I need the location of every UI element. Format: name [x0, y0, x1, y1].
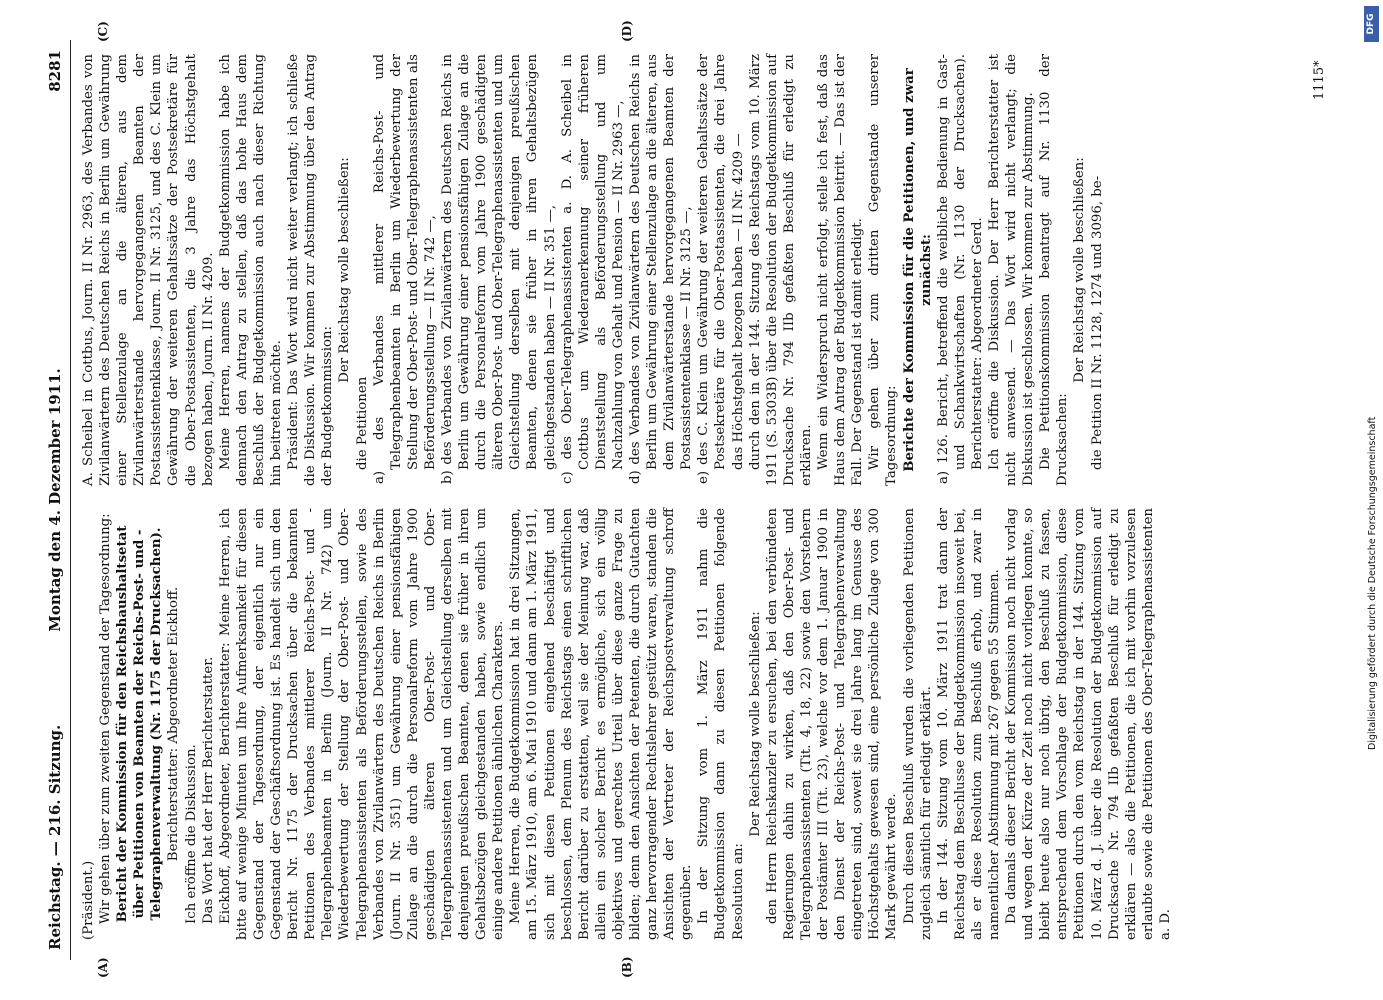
resolution-text: den Herrn Reichskanzler zu ersuchen, bei den verbündeten Regierungen dahin zu wirken, daß den Ober-Post- und Telegraphenassistenten (Tit. 4, 18, 22) sowie den Vorstehern der Postämter III (Tit. 23), welche vor dem 1. Januar 1900 in den Dienst der Reichs-Post- und Telegraphenverwaltung eingetreten sind, soweit sie drei Jahre lang im Genusse des Höchstgehalts gewesen sind, eine persönliche Zulage von 300 Mark gewährt werde.	[764, 508, 900, 940]
list-item: a) des Verbandes mittlerer Reichs-Post- und Telegraphenbeamten in Berlin um Wiederbewertung der Stellung der Ober-Post- und Ober-Telegraphenassistenten als Beförderungsstellung — II Nr. 742 —,	[371, 54, 438, 484]
paragraph: (Präsident.)	[81, 860, 96, 940]
paragraph: Da damals dieser Bericht der Kommission noch nicht vorlag und wegen der Kürze der Zeit noch nicht vorliegen konnte, so bleibt heute also nur noch übrig, den Beschluß zu fassen, entsprechend dem Vorschlage der Budgetkommission, diese Petitionen durch den vom Reichstag in der 144. Sitzung vom 10. März d. J. über die Resolution der Budgetkommission auf Drucksache Nr. 794 IIb gefaßten Beschluß für erledigt zu erklären — also die Petitionen, die ich mit vorhin vorzulesen erlaubte sowie die Petitionen des Ober-Telegraphenassistenten a. D.	[1004, 508, 1173, 940]
agenda-item-heading: Bericht der Kommission für den Reichshaushaltsetat über Petitionen von Beamten der Reichs-Post- und -Telegraphenverwaltung (Nr. 1175 der Drucksachen).	[115, 525, 165, 923]
agenda-item-heading: Berichte der Kommission für die Petitionen, und zwar zunächst:	[901, 68, 934, 472]
paragraph: In der 144. Sitzung vom 10. März 1911 trat dann der Reichstag dem Beschlusse der Budgetkommission insoweit bei, als er diese Resolution zum Beschluß erhob, und zwar in namentlicher Abstimmung mit 267 gegen 55 Stimmen.	[935, 508, 1002, 940]
paragraph: durch den in der 144. Sitzung des Reichstags vom 10. März 1911 (S. 5303B) über die Resolution der Budgetkommission auf Drucksache Nr. 794 IIb gefaßten Beschluß für erledigt zu erklären.	[747, 54, 814, 486]
paragraph: Durch diesen Beschluß wurden die vorliegenden Petitionen zugleich sämtlich für erledigt erklärt.	[901, 508, 934, 940]
margin-mark-a: (A)	[96, 957, 110, 978]
list-item: e) des C. Klein um Gewährung der weiteren Gehaltssätze der Postsekretäre für die Ober-Postassistenten, die drei Jahre das Höchstgehalt bezogen haben — II Nr. 4209 —	[696, 54, 746, 484]
digitization-credit	[1362, 0, 1382, 1000]
list-item: c) des Ober-Telegraphenassistenten a. D. A. Scheibel in Cottbus um Wiederanerkennung seiner früheren Dienststellung als Beförderungsstellung und um Nachzahlung von Gehalt und Pension — II Nr. 2963 —,	[559, 54, 626, 484]
margin-mark-c: (C)	[96, 21, 110, 42]
speech-paragraph: Eickhoff, Abgeordneter, Berichterstatter: Meine Herren, ich bitte auf wenige Minuten um Ihre Aufmerksamkeit für diesen Gegenstand der Tagesordnung, der eigentlich nur ein Gegenstand der Geschäftsordnung ist. Es handelt sich um den Bericht Nr. 1175 der Drucksachen über die bekannten Petitionen des Verbandes mittlerer Reichs-Post- und -Telegraphenbeamten in Berlin (Journ. II Nr. 742) um Wiederbewertung der Stellung der Ober-Post- und Ober-Telegraphenassistenten als Beförderungsstellen, sowie des Verbandes von Zivilanwärtern des Deutschen Reichs in Berlin (Journ. II Nr. 351) um Gewährung einer pensionsfähigen Zulage an die durch die Personalreform vom Jahre 1900 geschädigten älteren Ober-Post- und Ober-Telegraphenassistenten und um Gleichstellung derselben mit denjenigen preußischen Beamten, denen sie früher in ihren Gehaltsbezügen gleichgestanden haben, sowie endlich um einige andere Petitionen ähnlichen Charakters.	[217, 508, 507, 940]
dfg-logo: DFG	[1364, 6, 1379, 42]
paragraph: Wenn ein Widerspruch nicht erfolgt, stelle ich fest, daß das Haus dem Antrag der Budgetkommission beitritt. — Das ist der Fall. Der Gegenstand ist damit erledigt.	[816, 54, 866, 486]
header-date: Montag den 4. Dezember 1911.	[46, 368, 64, 632]
paragraph: Wir gehen über zum zweiten Gegenstand der Tagesordnung:	[98, 513, 114, 924]
margin-mark-b: (B)	[620, 956, 634, 978]
speech-paragraph: In der Sitzung vom 1. März 1911 nahm die Budgetkommission dann zu diesen Petitionen folgende Resolution an:	[696, 508, 746, 940]
margin-mark-d: (D)	[620, 20, 634, 42]
paragraph: Berichterstatter: Abgeordneter Eickhoff.	[166, 586, 182, 862]
paragraph: Die Petitionskommission beantragt auf Nr. 1130 der Drucksachen:	[1038, 54, 1071, 486]
paragraph: Der Reichstag wolle beschließen:	[337, 157, 353, 383]
paragraph: die Petition II Nr. 1128, 1274 und 3096, be-	[1089, 175, 1105, 470]
speech-paragraph: Meine Herren, die Budgetkommission hat in drei Sitzungen, am 15. März 1910, am 6. Mai 1910 und dann am 1. März 1911, sich mit diesen Petitionen eingehend beschäftigt und beschlossen, dem Plenum des Reichstags einen schriftlichen Bericht darüber zu erstatten, weil sie der Meinung war, daß allein ein solcher Bericht es ermögliche, sich ein völlig objektives und gerechtes Urteil über diese ganze Frage zu bilden; denn den Ansichten der Petenten, die durch Gutachten ganz hervorragender Rechtslehrer gestützt waren, standen die Ansichten der Vertreter der Reichspostverwaltung schroff gegenüber.	[508, 508, 695, 940]
paragraph: A. Scheibel in Cottbus, Journ. II Nr. 2963, des Verbandes von Zivilanwärtern des Deutschen Reichs in Berlin um Gewährung einer Stellenzulage an die älteren, aus dem Zivilanwärterstande hervorgegangenen Beamten der Postassistentenklasse, Journ. II Nr. 3125, und des C. Klein um Gewährung der weiteren Gehaltssätze der Postsekretäre für die Ober-Postassistenten, die 3 Jahre das Höchstgehalt bezogen haben, Journ. II Nr. 4209.	[81, 54, 216, 486]
footer-number: 1115*	[1312, 60, 1327, 100]
paragraph: die Petitionen	[354, 376, 370, 470]
page-number: 8281	[46, 50, 64, 92]
list-item: a) 126. Bericht, betreffend die weibliche Bedienung in Gast- und Schankwirtschaften (Nr. 1130 der Drucksachen). Berichterstatter: Abgeordneter Gerd.	[935, 54, 985, 484]
list-item: d) des Verbandes von Zivilanwärtern des Deutschen Reichs in Berlin um Gewährung einer Stellenzulage an die älteren, aus dem Zivilanwärterstande hervorgegangenen Beamten der Postassistentenklasse — II Nr. 3125 —,	[628, 54, 695, 484]
paragraph: Ich eröffne die Diskussion. Der Herr Berichterstatter ist nicht anwesend. — Das Wort wird nicht verlangt; die Diskussion ist geschlossen. Wir kommen zur Abstimmung.	[986, 54, 1037, 486]
paragraph: Das Wort hat der Herr Berichterstatter.	[200, 656, 216, 924]
paragraph: Der Reichstag wolle beschließen:	[1072, 157, 1088, 383]
list-item: b) des Verbandes von Zivilanwärtern des Deutschen Reichs in Berlin um Gewährung einer pensionsfähigen Zulage an die durch die Personalreform vom Jahre 1900 geschädigten älteren Ober-Post- und Ober-Telegraphenassistenten und um Gleichstellung derselben mit denjenigen preußischen Beamten, denen sie früher in ihren Gehaltsbezügen gleichgestanden haben — II Nr. 351 —,	[439, 54, 558, 484]
paragraph: Wir gehen über zum dritten Gegenstande unserer Tagesordnung:	[867, 54, 900, 486]
right-column	[80, 54, 1106, 486]
paragraph: Der Reichstag wolle beschließen:	[747, 611, 763, 837]
paragraph: Ich eröffne die Diskussion.	[183, 744, 199, 924]
speech-paragraph: Präsident: Das Wort wird nicht weiter verlangt; ich schließe die Diskussion. Wir kommen zur Abstimmung über den Antrag der Budgetkommission:	[286, 54, 336, 486]
paragraph: Meine Herren, namens der Budgetkommission habe ich demnach den Antrag zu stellen, daß das hohe Haus dem Beschluß der Budgetkommission auch nach dieser Richtung hin beitreten möchte.	[217, 54, 285, 486]
credit-text: Digitalisierung gefördert durch die Deutsche Forschungsgemeinschaft	[1367, 416, 1378, 750]
page-header	[40, 40, 71, 960]
header-left: Reichstag. — 216. Sitzung.	[46, 724, 64, 950]
left-column	[80, 508, 1174, 940]
